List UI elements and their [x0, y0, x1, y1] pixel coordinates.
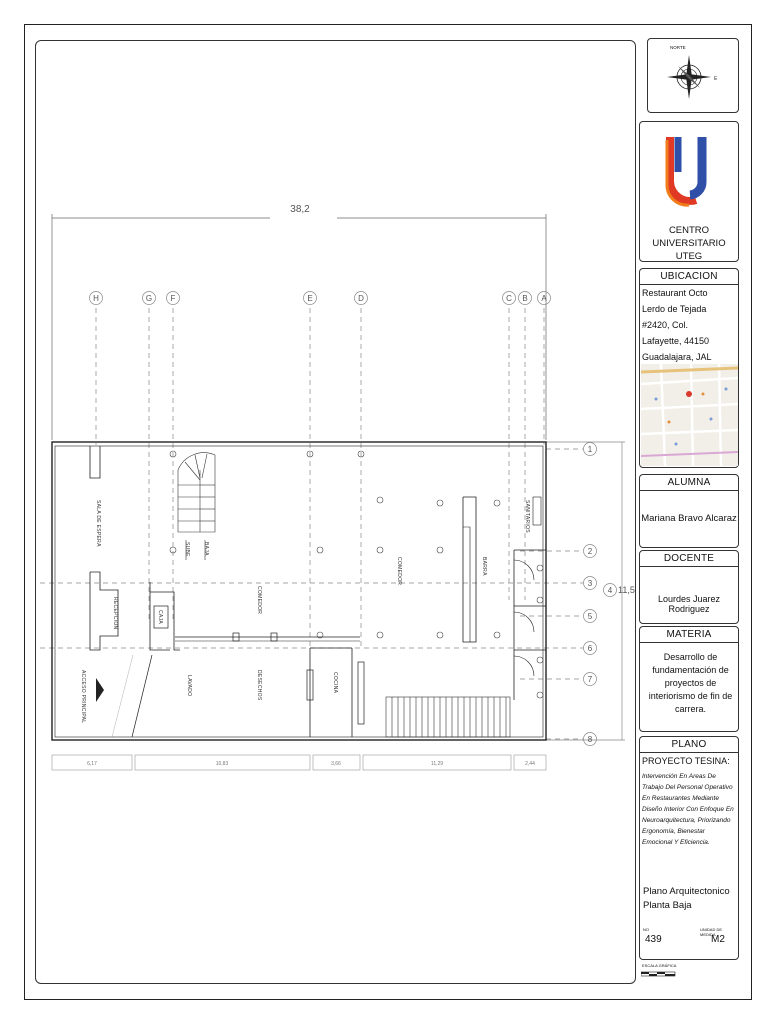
location-map: [641, 364, 738, 466]
grid-row-label: 8: [587, 735, 593, 744]
grid-rows: [40, 442, 625, 746]
scale-bar: [641, 970, 677, 978]
segment-dimension-label: 6,17: [87, 761, 97, 767]
room-label-barra: BARRA: [481, 557, 487, 576]
height-dimension-label: 11,5: [618, 585, 635, 595]
docente-name: Lourdes Juarez Rodriguez: [657, 594, 721, 614]
north-arrow-box: [647, 38, 739, 113]
north-label: NORTE: [670, 45, 686, 50]
room-label-acceso: ACCESO PRINCIPAL: [80, 670, 86, 724]
room-label-caja: CAJA: [157, 610, 163, 624]
plano-name: Plano Arquitectonico: [643, 886, 730, 897]
no-value: 439: [645, 934, 662, 945]
room-label-recepcion: RECEPCION: [112, 597, 118, 630]
alumna-name: Mariana Bravo Alcaraz: [641, 513, 737, 524]
room-label-lavado: LAVADO: [186, 675, 192, 697]
grid-row-label: 3: [587, 579, 593, 588]
room-label-cocina: COCINA: [332, 672, 338, 694]
structural-columns: [170, 451, 543, 701]
location-line: Lafayette, 44150: [642, 336, 710, 346]
grid-row-label: 4: [607, 586, 613, 595]
building-walls: [52, 442, 546, 740]
institution-box: [639, 121, 739, 262]
segment-dimensions: [52, 755, 546, 770]
room-label-comedor-2: COMEDOR: [396, 557, 402, 586]
room-label-sanitarios: SANITARIOS: [524, 500, 530, 533]
proyecto-label: PROYECTO TESINA:: [642, 756, 730, 766]
svg-text:E: E: [714, 76, 718, 82]
scale-label: ESCALA GRÁFICA: [642, 963, 677, 968]
segment-dimension-label: 10,83: [215, 761, 229, 767]
grid-row-label: 2: [587, 547, 593, 556]
room-label-sala-espera: SALA DE ESPERA: [95, 500, 101, 547]
grid-row-label: 5: [587, 612, 593, 621]
location-line: Restaurant Octo: [642, 288, 708, 298]
segment-dimension-label: 3,66: [331, 761, 341, 767]
uteg-logo: [640, 122, 740, 222]
room-label-desechos: DESECHOS: [256, 670, 262, 701]
docente-header: DOCENTE: [640, 551, 738, 567]
materia-box: [639, 626, 739, 732]
institution-name: CENTRO UNIVERSITARIO UTEG: [652, 225, 726, 262]
segment-dimension-label: 11,29: [430, 761, 444, 767]
materia-header: MATERIA: [640, 627, 738, 643]
plano-box: [639, 736, 739, 960]
compass-icon: [648, 39, 740, 114]
grid-col-label: F: [170, 294, 176, 303]
entry-arrow-icon: [96, 678, 104, 702]
plano-header: PLANO: [640, 737, 738, 753]
location-line: Guadalajara, JAL: [642, 352, 712, 362]
grid-col-label: C: [506, 294, 512, 303]
no-label: NO: [643, 927, 649, 932]
unit-value: M2: [711, 934, 725, 945]
ubicacion-header: UBICACION: [640, 269, 738, 285]
segment-dimension-label: 2,44: [525, 761, 535, 767]
grid-col-label: B: [522, 294, 528, 303]
location-line: Lerdo de Tejada #2420, Col.: [642, 304, 707, 330]
grid-col-label: A: [541, 294, 547, 303]
grid-row-label: 6: [587, 644, 593, 653]
room-label-sube: SUBE: [184, 542, 190, 557]
grid-col-label: G: [145, 294, 153, 303]
materia-text: Desarrollo de fundamentación de proyectos de interiorismo de fin de carrera.: [648, 652, 733, 714]
unit-label: UNIDAD DE MEDIDA: [700, 927, 723, 937]
grid-col-label: D: [358, 294, 364, 303]
grid-row-label: 7: [587, 675, 593, 684]
docente-box: [639, 550, 739, 624]
kitchen-equipment: [386, 697, 510, 737]
plano-level: Planta Baja: [643, 900, 692, 911]
alumna-header: ALUMNA: [640, 475, 738, 491]
width-dimension: [52, 214, 546, 440]
grid-col-label: E: [307, 294, 313, 303]
room-label-comedor-1: COMEDOR: [256, 586, 262, 615]
grid-col-label: H: [93, 294, 99, 303]
room-label-baja: BAJA: [203, 542, 209, 556]
alumna-box: [639, 474, 739, 548]
width-dimension-label: 38,2: [290, 204, 310, 215]
grid-columns: [90, 292, 551, 651]
ubicacion-box: [639, 268, 739, 468]
grid-row-label: 1: [587, 445, 593, 454]
proyecto-description: Intervención En Areas De Trabajo Del Personal Operativo En Restaurantes Mediante Diseño Interior Con Enfoque En Neuroarquitectura, Priorizando Ergonomía, Bienestar Emocional Y Eficiencia.: [642, 773, 734, 846]
